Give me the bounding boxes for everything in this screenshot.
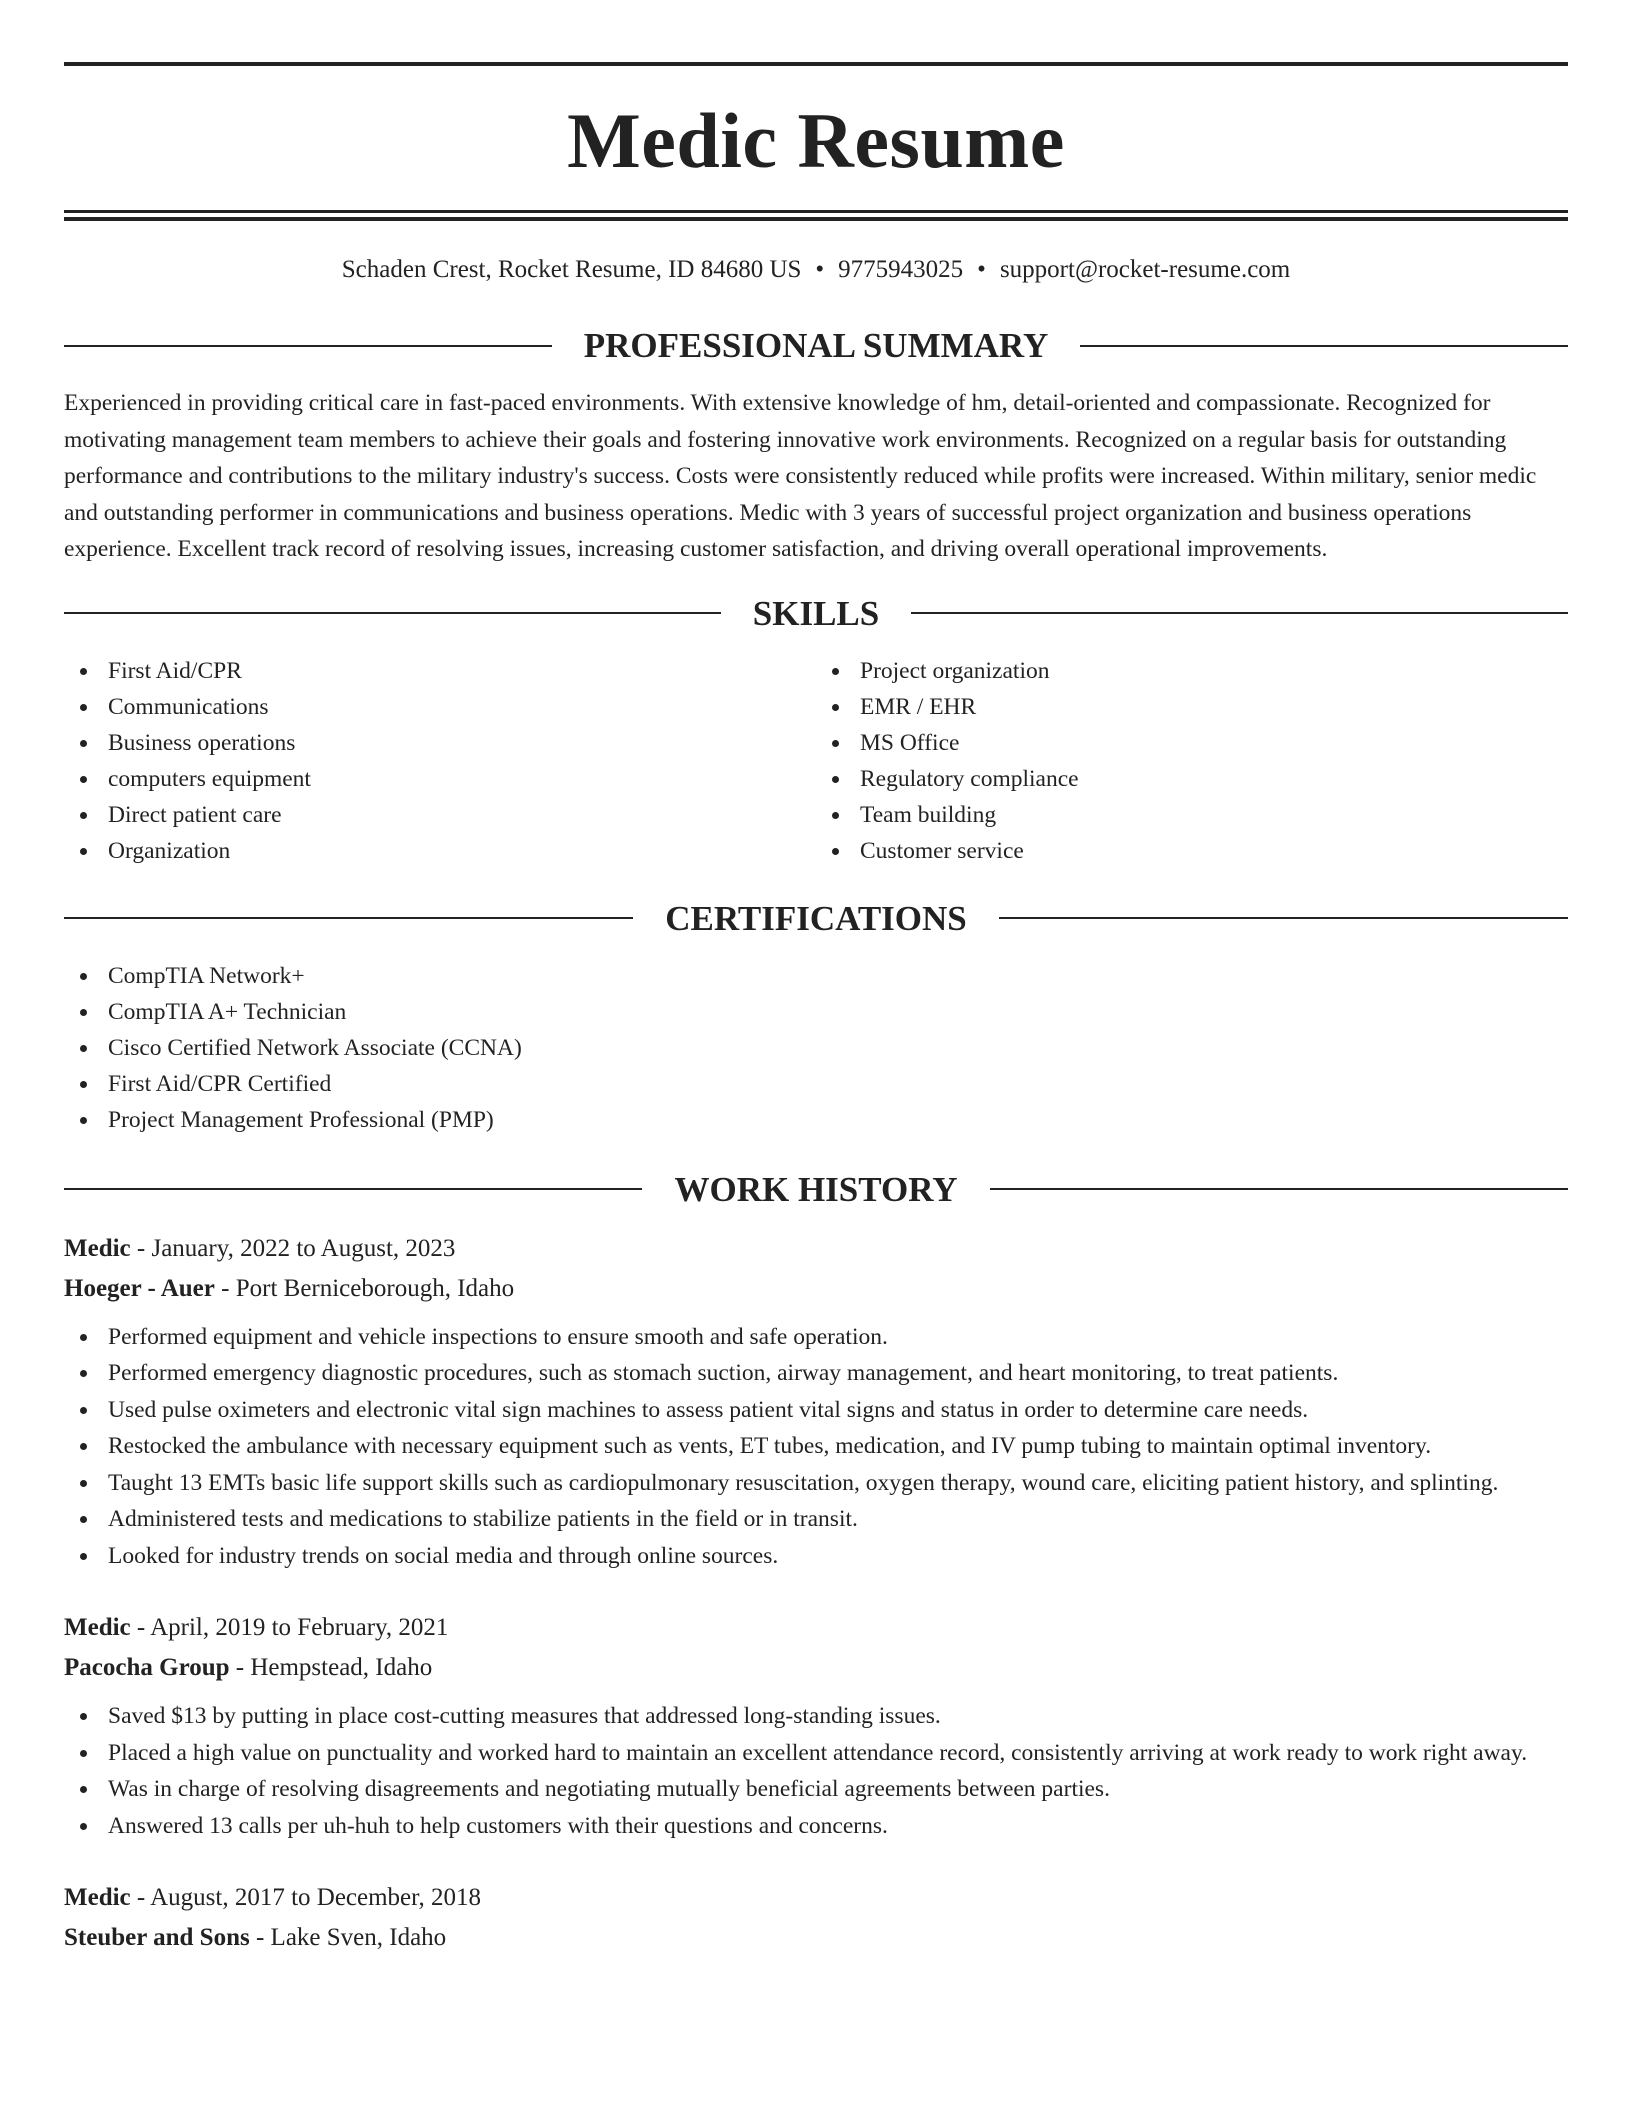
summary-heading [64,328,1568,363]
job-company: Pacocha Group [64,1654,230,1681]
job-dates: - April, 2019 to February, 2021 [130,1614,449,1641]
certification-item: CompTIA Network+ [64,958,1568,994]
section-title-skills: SKILLS [752,593,880,633]
job-duty-item: Placed a high value on punctuality and worked hard to maintain an excellent attendance record, consistently arriving at work ready to work right away. [64,1735,1568,1772]
contact-email: support@rocket-resume.com [999,256,1291,283]
skill-item: Business operations [64,725,816,761]
job-duties-list [64,1319,1568,1575]
job-title: Medic [64,1614,131,1641]
skills-list-left [64,653,816,869]
heading-rule [1080,345,1568,347]
title-double-rule [64,210,1568,221]
certifications-heading [64,898,1568,938]
skill-item: Team building [816,797,1568,833]
certification-item: Project Management Professional (PMP) [64,1102,1568,1138]
section-title-summary: PROFESSIONAL SUMMARY [583,326,1049,365]
heading-rule [911,612,1568,614]
job-company: Hoeger - Auer [64,1274,215,1302]
heading-rule [64,612,721,614]
heading-rule [64,1188,642,1190]
job-duty-item: Saved $13 by putting in place cost-cutting measures that addressed long-standing issues. [64,1698,1568,1735]
skill-item: EMR / EHR [816,689,1568,725]
job-company-line [64,1648,1568,1688]
job-location: - Lake Sven, Idaho [249,1924,447,1951]
job-title: Medic [64,1234,131,1262]
contact-separator: • [977,256,986,283]
skill-item: Organization [64,833,816,869]
contact-separator: • [815,256,825,283]
job-entry [64,1229,1568,1575]
skills-heading [64,593,1568,633]
skill-item: Project organization [816,653,1568,689]
job-dates: - January, 2022 to August, 2023 [130,1234,456,1262]
skill-item: Direct patient care [64,797,816,833]
work-history-heading [64,1169,1568,1209]
job-company-line [64,1918,1568,1958]
heading-rule [64,345,552,347]
skills-columns [64,653,1568,869]
job-entry [64,1608,1568,1844]
job-duty-item: Performed equipment and vehicle inspections to ensure smooth and safe operation. [64,1319,1568,1356]
job-title-line [64,1608,1568,1648]
job-duty-item: Looked for industry trends on social media and through online sources. [64,1538,1568,1575]
skill-item: computers equipment [64,761,816,797]
certification-item: CompTIA A+ Technician [64,994,1568,1030]
heading-rule [64,917,633,919]
skill-item: Communications [64,689,816,725]
job-title-line [64,1229,1568,1269]
job-duty-item: Restocked the ambulance with necessary equipment such as vents, ET tubes, medication, and IV pump tubing to maintain optimal inventory. [64,1428,1568,1465]
job-duties-list [64,1698,1568,1844]
job-location: - Hempstead, Idaho [229,1654,433,1681]
section-title-certifications: CERTIFICATIONS [665,898,967,938]
job-duty-item: Performed emergency diagnostic procedures, such as stomach suction, airway management, and heart monitoring, to treat patients. [64,1355,1568,1392]
skill-item: Regulatory compliance [816,761,1568,797]
job-title-line [64,1878,1568,1918]
job-duty-item: Taught 13 EMTs basic life support skills such as cardiopulmonary resuscitation, oxygen therapy, wound care, eliciting patient history, and splinting. [64,1465,1568,1502]
job-duty-item: Was in charge of resolving disagreements and negotiating mutually beneficial agreements between parties. [64,1771,1568,1808]
certifications-list [64,958,1568,1138]
job-title: Medic [64,1884,131,1911]
certification-item: Cisco Certified Network Associate (CCNA) [64,1030,1568,1066]
heading-rule [999,917,1568,919]
job-duty-item: Administered tests and medications to stabilize patients in the field or in transit. [64,1501,1568,1538]
heading-rule [990,1188,1568,1190]
job-entry [64,1878,1568,1958]
job-duty-item: Used pulse oximeters and electronic vital sign machines to assess patient vital signs and status in order to determine care needs. [64,1392,1568,1429]
contact-phone: 9775943025 [838,256,964,283]
job-duty-item: Answered 13 calls per uh-huh to help customers with their questions and concerns. [64,1808,1568,1845]
job-company-line [64,1269,1568,1309]
skill-item: MS Office [816,725,1568,761]
contact-address: Schaden Crest, Rocket Resume, ID 84680 US [341,256,802,283]
summary-text: Experienced in providing critical care in fast-paced environments. With extensive knowledge of hm, detail-oriented and compassionate. Recognized for motivating management team members to achieve their goals and fostering innovative work environments. Recognized on a regular basis for outstanding performance and contributions to the military industry's success. Costs were consistently reduced while profits were increased. Within military, senior medic and outstanding performer in communications and business operations. Medic with 3 years of successful project organization and business operations experience. Excellent track record of resolving issues, increasing customer satisfaction, and driving overall operational improvements. [64,390,1537,562]
work-history-list [64,1229,1568,1959]
contact-line [64,257,1568,282]
skills-list-right [816,653,1568,869]
certification-item: First Aid/CPR Certified [64,1066,1568,1102]
section-title-work-history: WORK HISTORY [674,1169,958,1209]
job-dates: - August, 2017 to December, 2018 [130,1884,481,1911]
skill-item: First Aid/CPR [64,653,816,689]
resume-title: Medic Resume [567,97,1065,184]
skill-item: Customer service [816,833,1568,869]
job-company: Steuber and Sons [64,1924,250,1951]
job-location: - Port Berniceborough, Idaho [214,1274,515,1302]
